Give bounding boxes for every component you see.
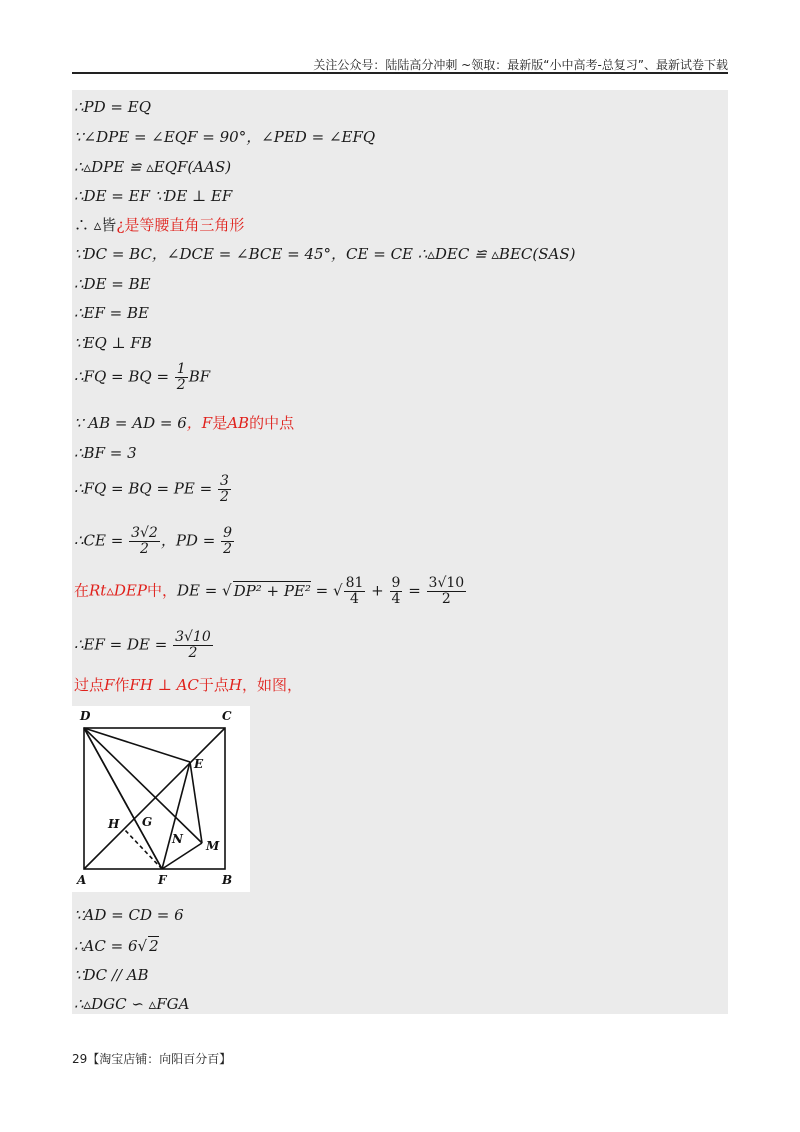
line-15 bbox=[74, 576, 467, 607]
line-10-rhs: BF bbox=[188, 367, 211, 386]
line-10 bbox=[74, 362, 210, 393]
label-h: H bbox=[108, 817, 120, 831]
fraction-ce bbox=[129, 526, 160, 557]
fraction-numerator: 1 bbox=[176, 361, 186, 377]
fraction-denominator: 2 bbox=[441, 591, 451, 607]
line-16 bbox=[74, 630, 214, 661]
fraction-81-4 bbox=[344, 576, 366, 607]
line-5-prefix: ∴ ▵皆 bbox=[74, 216, 117, 234]
line-17-yudian: 于点 bbox=[198, 676, 229, 694]
line-14-lhs: ∴CE = bbox=[74, 531, 129, 550]
line-15-sqrt-sign: √ bbox=[222, 581, 232, 600]
line-17-rutu: ，如图， bbox=[242, 676, 303, 694]
line-1: ∴PD = EQ bbox=[74, 98, 152, 116]
line-17-f: F bbox=[104, 676, 115, 694]
fraction-numerator: 81 bbox=[345, 575, 364, 591]
line-15-de: DE = bbox=[176, 581, 223, 600]
geometry-figure bbox=[72, 706, 250, 892]
fraction-numerator: 9 bbox=[223, 525, 232, 541]
line-17-guodian: 过点 bbox=[74, 676, 105, 694]
fraction-numerator: 3 bbox=[219, 473, 229, 489]
line-17-perp: FH ⊥ AC bbox=[129, 676, 199, 694]
fraction-3root10 bbox=[427, 576, 467, 607]
label-b: B bbox=[222, 873, 233, 887]
line-17-zuo: 作 bbox=[114, 676, 130, 694]
line-2: ∵∠DPE = ∠EQF = 90°，∠PED = ∠EFQ bbox=[74, 128, 376, 146]
label-m: M bbox=[206, 839, 220, 853]
line-15-zai: 在 bbox=[74, 581, 90, 600]
line-9: ∵EQ ⊥ FB bbox=[74, 334, 152, 352]
fraction-numerator: 9 bbox=[391, 575, 401, 591]
line-15-plus: + bbox=[366, 581, 389, 600]
label-c: C bbox=[222, 709, 232, 723]
geometry-svg bbox=[72, 706, 250, 892]
header-divider bbox=[72, 72, 728, 74]
fraction-denominator: 2 bbox=[188, 645, 198, 661]
line-19-lhs: ∴AC = 6 bbox=[74, 937, 138, 955]
line-14 bbox=[74, 526, 235, 557]
line-17-h: H bbox=[228, 676, 243, 694]
line-13 bbox=[74, 474, 232, 505]
line-11-ab: AB bbox=[227, 414, 250, 432]
line-6: ∵DC = BC，∠DCE = ∠BCE = 45°，CE = CE ∴▵DEC ≌ ▵BEC(SAS) bbox=[74, 245, 576, 263]
fraction-numerator: 3√10 bbox=[175, 629, 211, 645]
line-10-lhs: ∴FQ = BQ = bbox=[74, 367, 174, 386]
fraction-denominator: 4 bbox=[391, 591, 401, 607]
fraction-pd bbox=[221, 526, 234, 557]
line-15-eq2: = bbox=[403, 581, 426, 600]
line-15-eq1: = bbox=[310, 581, 334, 600]
line-19-radicand: 2 bbox=[149, 937, 159, 955]
label-g: G bbox=[142, 815, 153, 829]
line-11 bbox=[74, 414, 294, 432]
line-21: ∴▵DGC ∽ ▵FGA bbox=[74, 995, 190, 1013]
fraction-half bbox=[175, 362, 188, 393]
line-14-mid: ，PD = bbox=[160, 531, 221, 550]
fraction-denominator: 2 bbox=[219, 489, 229, 505]
line-16-lhs: ∴EF = DE = bbox=[74, 635, 173, 654]
line-5-text: ¿是等腰直角三角形 bbox=[116, 216, 245, 234]
line-13-lhs: ∴FQ = BQ = PE = bbox=[74, 479, 217, 498]
line-20: ∵DC // AB bbox=[74, 966, 149, 984]
page-header: 关注公众号：陆陆高分冲刺 ~领取：最新版“小中高考-总复习”、最新试卷下载 bbox=[313, 58, 728, 72]
line-11-eq: ∵ AB = AD = 6 bbox=[74, 414, 187, 432]
line-3: ∴▵DPE ≌ ▵EQF(AAS) bbox=[74, 158, 232, 176]
line-11-shi: 是 bbox=[212, 414, 228, 432]
line-5 bbox=[74, 216, 244, 234]
label-d: D bbox=[80, 709, 91, 723]
fraction-numerator: 3√10 bbox=[428, 575, 465, 591]
fraction-numerator: 3√2 bbox=[131, 525, 158, 541]
fraction-three-halves bbox=[218, 474, 231, 505]
line-19 bbox=[74, 936, 159, 955]
line-4: ∴DE = EF ∵DE ⊥ EF bbox=[74, 187, 233, 205]
label-e: E bbox=[194, 757, 204, 771]
label-a: A bbox=[77, 873, 87, 887]
line-7: ∴DE = BE bbox=[74, 275, 151, 293]
fraction-denominator: 4 bbox=[350, 591, 359, 607]
fraction-ef bbox=[173, 630, 213, 661]
label-n: N bbox=[172, 832, 183, 846]
line-15-triangle: Rt▵DEP bbox=[89, 581, 147, 600]
fraction-denominator: 2 bbox=[176, 377, 186, 393]
line-12: ∴BF = 3 bbox=[74, 444, 137, 462]
page-footer: 29【淘宝店铺：向阳百分百】 bbox=[72, 1052, 232, 1066]
line-15-zhong: 中， bbox=[146, 581, 177, 600]
line-19-sqrt-sign: √ bbox=[137, 937, 148, 955]
line-8: ∴EF = BE bbox=[74, 304, 149, 322]
fraction-denominator: 2 bbox=[223, 541, 232, 557]
line-15-radicand: DP² + PE² bbox=[233, 581, 311, 600]
line-18: ∵AD = CD = 6 bbox=[74, 906, 184, 924]
line-17 bbox=[74, 676, 302, 694]
segment-em bbox=[190, 762, 202, 843]
label-f: F bbox=[158, 873, 167, 887]
fraction-9-4 bbox=[390, 576, 403, 607]
line-15-sqrt-sign-2: √ bbox=[333, 581, 343, 600]
line-11-midpoint: 的中点 bbox=[249, 414, 295, 432]
line-11-f: ，F bbox=[186, 414, 213, 432]
fraction-denominator: 2 bbox=[139, 541, 149, 557]
